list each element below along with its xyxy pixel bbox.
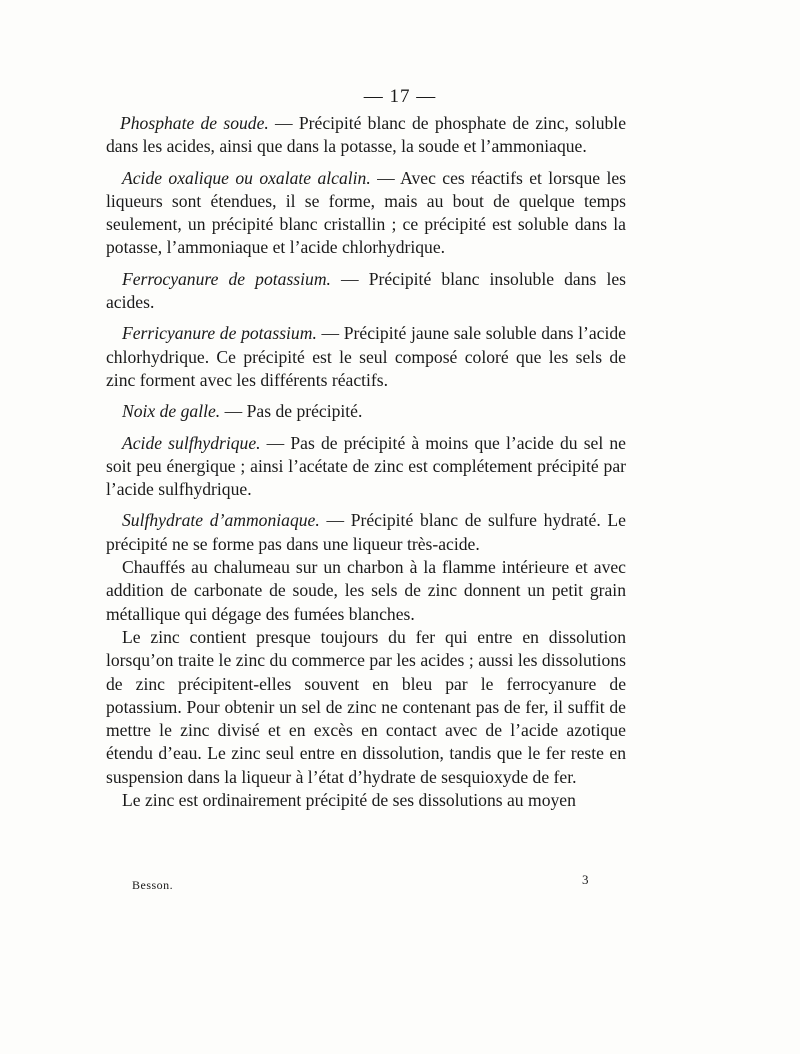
reagent-term: Ferrocyanure de potassium. bbox=[122, 268, 331, 289]
paragraph-text: — Précipité blanc insoluble dans les acides. bbox=[106, 268, 626, 313]
reagent-term: Acide oxalique ou oxalate alcalin. bbox=[122, 167, 371, 188]
body-text bbox=[106, 112, 626, 812]
paragraph-text: Le zinc est ordinairement précipité de ses dissolutions au moyen bbox=[122, 790, 576, 811]
reagent-term: Sulfhydrate d’ammoniaque. bbox=[122, 510, 320, 531]
reagent-term: Noix de galle. bbox=[122, 401, 221, 422]
reagent-term: Acide sulfhydrique. bbox=[122, 432, 261, 453]
paragraph-zinc-fer bbox=[106, 626, 626, 789]
paragraph-noix-de-galle bbox=[106, 400, 626, 423]
paragraph-ferricyanure bbox=[106, 322, 626, 392]
paragraph-text: Le zinc contient presque toujours du fer qui entre en dissolution lorsqu’on traite le zinc du commerce par les acides ; aussi les dissolutions de zinc précipitent-elles souvent en bleu par le ferrocyanure de potassium. Pour obtenir un sel de zinc ne contenant pas de fer, il suffit de mettre le zinc divisé et en excès en contact avec de l’acide azotique étendu d’eau. Le zinc seul entre en dissolution, tandis que le fer reste en suspension dans la liqueur à l’état d’hydrate de sesquioxyde de fer. bbox=[106, 626, 626, 787]
reagent-term: Ferricyanure de potassium. bbox=[122, 323, 317, 344]
paragraph-ferrocyanure bbox=[106, 268, 626, 315]
paragraph-text: — Pas de précipité à moins que l’acide du sel ne soit peu énergique ; ainsi l’acétate de zinc est complétement précipité par l’acide sulfhydrique. bbox=[106, 432, 626, 500]
paragraph-text: — Avec ces réactifs et lorsque les liqueurs sont étendues, il se forme, mais au bout de quelque temps seulement, un précipité blanc cristallin ; ce précipité est soluble dans la potasse, l’ammoniaque et l’acide chlorhydrique. bbox=[106, 167, 626, 258]
paragraph-acide-sulfhydrique bbox=[106, 432, 626, 502]
paragraph-chalumeau bbox=[106, 556, 626, 626]
paragraph-sulfhydrate-ammoniaque bbox=[106, 509, 626, 556]
footer-sheet-number: 3 bbox=[582, 872, 589, 887]
paragraph-text: — Précipité blanc de sulfure hydraté. Le précipité ne se forme pas dans une liqueur très-acide. bbox=[106, 510, 626, 554]
paragraph-phosphate-de-soude bbox=[106, 112, 626, 159]
paragraph-text: — Précipité blanc de phosphate de zinc, soluble dans les acides, ainsi que dans la potasse, la soude et l’ammoniaque. bbox=[106, 113, 626, 157]
paragraph-acide-oxalique bbox=[106, 167, 626, 260]
paragraph-text: — Pas de précipité. bbox=[220, 401, 363, 422]
paragraph-text: Chauffés au chalumeau sur un charbon à la flamme intérieure et avec addition de carbonate de soude, les sels de zinc donnent un petit grain métallique qui dégage des fumées blanches. bbox=[106, 557, 626, 624]
paragraph-text: — Précipité jaune sale soluble dans l’acide chlorhydrique. Ce précipité est le seul composé coloré que les sels de zinc forment avec les différents réactifs. bbox=[106, 323, 626, 390]
paragraph-zinc-precipite bbox=[106, 789, 626, 812]
footer-author-signature: Besson. bbox=[132, 878, 174, 892]
page-number: — 17 — bbox=[363, 86, 437, 107]
reagent-term: Phosphate de soude. bbox=[120, 113, 269, 133]
